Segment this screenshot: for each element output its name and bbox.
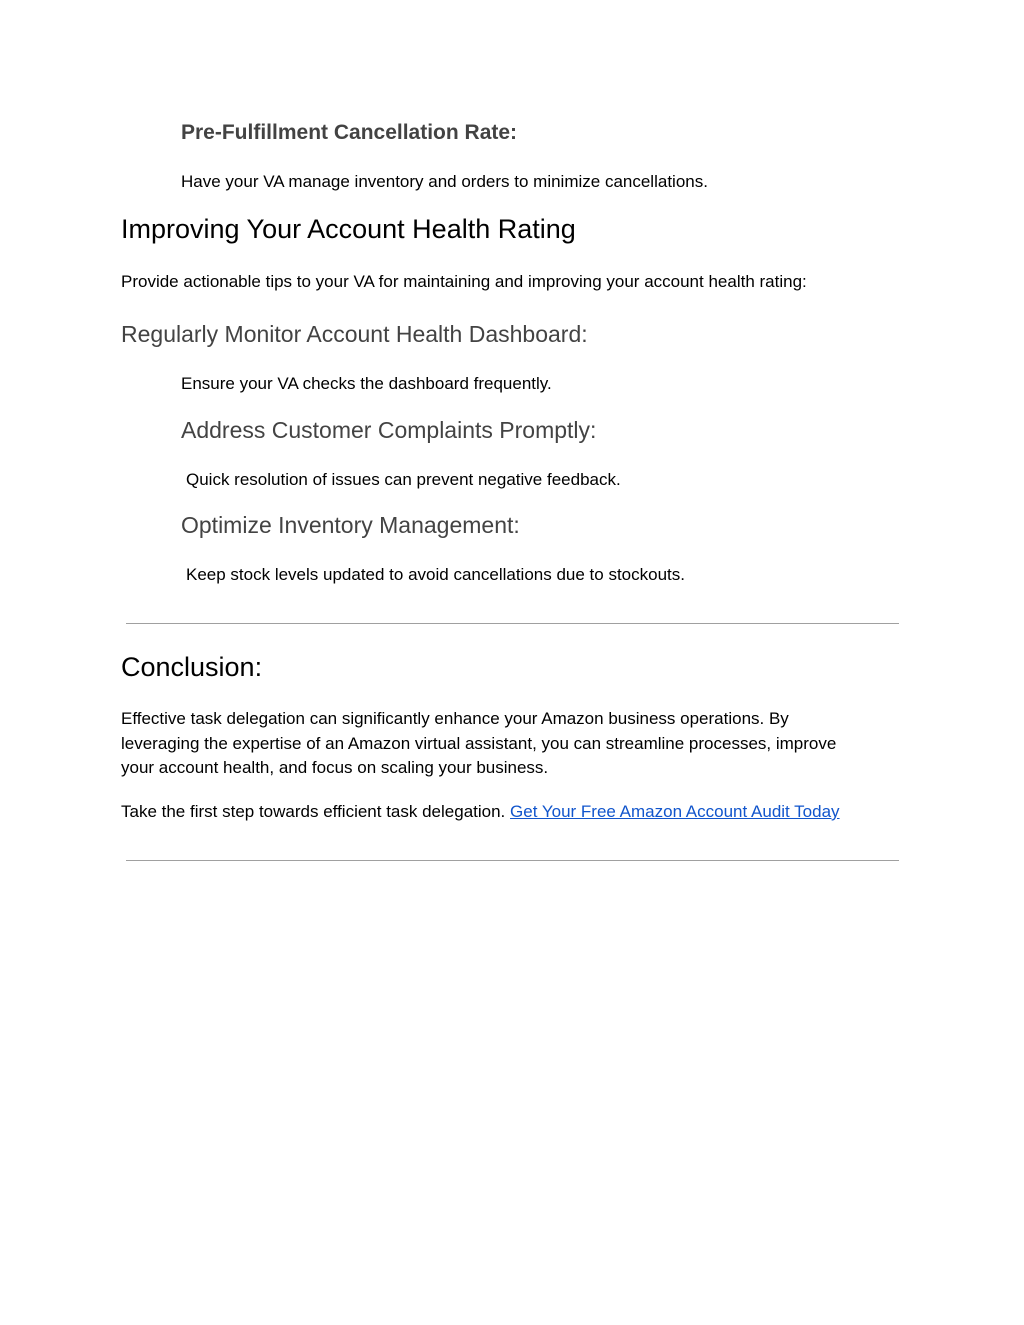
divider-bottom	[126, 860, 899, 861]
inventory-text: Keep stock levels updated to avoid cancellations due to stockouts.	[186, 565, 685, 584]
improving-intro: Provide actionable tips to your VA for maintaining and improving your account health rating:	[121, 272, 807, 291]
monitor-heading: Regularly Monitor Account Health Dashboard:	[121, 321, 588, 347]
free-audit-link[interactable]: Get Your Free Amazon Account Audit Today	[510, 802, 840, 821]
improving-heading: Improving Your Account Health Rating	[121, 214, 576, 244]
pre-fulfillment-heading: Pre-Fulfillment Cancellation Rate:	[181, 121, 518, 144]
conclusion-paragraph	[121, 707, 911, 781]
monitor-text: Ensure your VA checks the dashboard frequently.	[181, 374, 552, 393]
complaints-text: Quick resolution of issues can prevent negative feedback.	[186, 470, 621, 489]
conclusion-line-2: leveraging the expertise of an Amazon virtual assistant, you can streamline processes, improve	[121, 733, 837, 753]
pre-fulfillment-text: Have your VA manage inventory and orders to minimize cancellations.	[181, 172, 708, 191]
conclusion-line-3: your account health, and focus on scaling your business.	[121, 758, 549, 777]
conclusion-heading: Conclusion:	[121, 652, 263, 682]
cta-paragraph	[121, 800, 840, 824]
complaints-heading: Address Customer Complaints Promptly:	[181, 417, 597, 443]
conclusion-line-1: Effective task delegation can significantly enhance your Amazon business operations. By	[121, 709, 789, 728]
cta-text: Take the first step towards efficient task delegation.	[121, 802, 506, 821]
divider-top	[126, 623, 899, 624]
inventory-heading: Optimize Inventory Management:	[181, 512, 520, 538]
